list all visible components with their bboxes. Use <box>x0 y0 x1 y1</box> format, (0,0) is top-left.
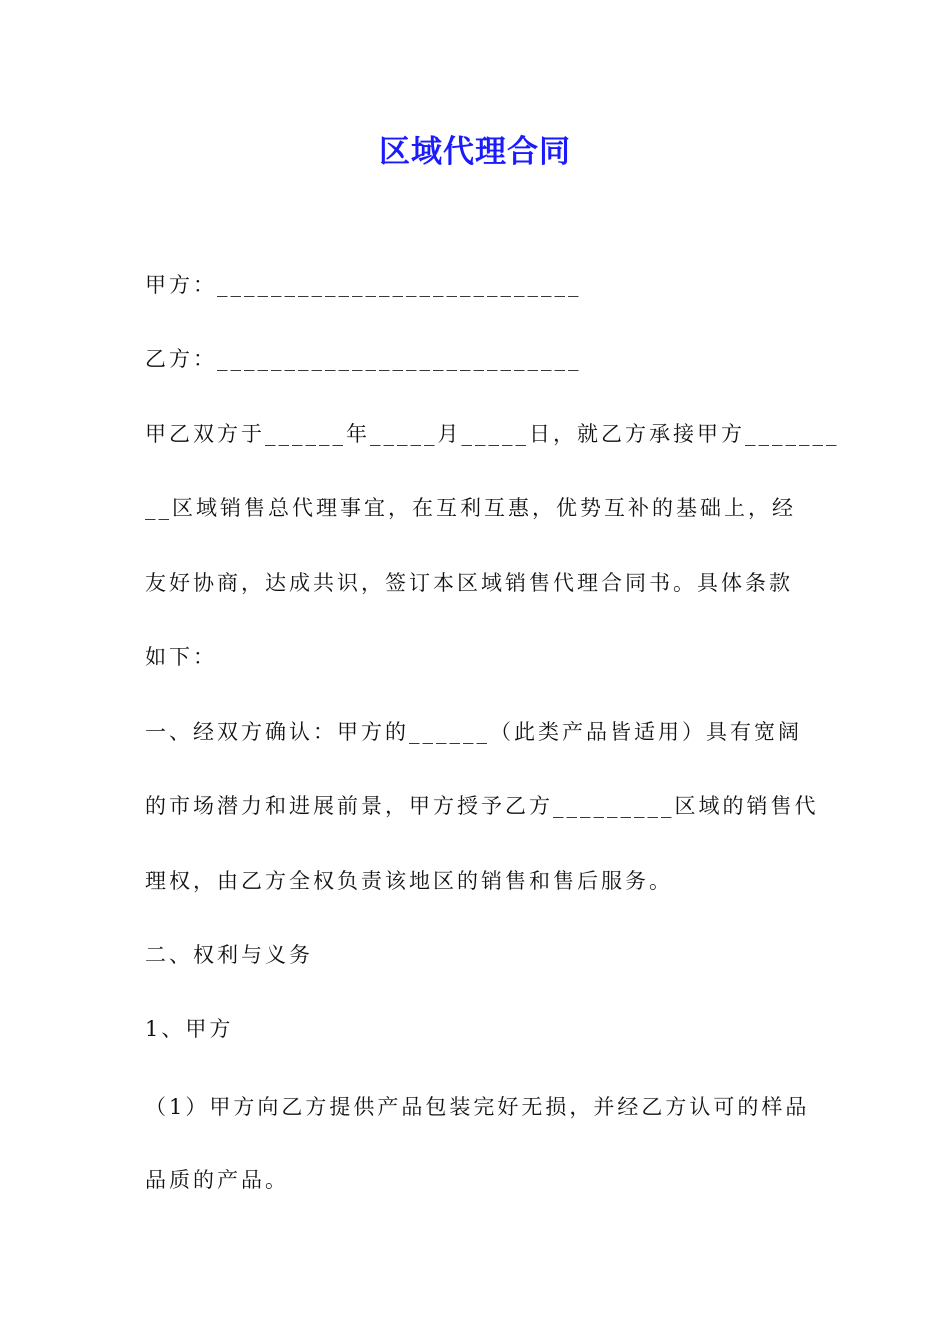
subsection-heading: 1、甲方 <box>145 1017 234 1041</box>
paragraph-line: 如下： <box>145 645 217 669</box>
item-line: （1）甲方向乙方提供产品包装完好无损，并经乙方认可的样品 <box>145 1095 810 1119</box>
section-heading: 二、权利与义务 <box>145 943 313 967</box>
party-a-line: 甲方：___________________________ <box>145 273 582 297</box>
paragraph-line: 理权，由乙方全权负责该地区的销售和售后服务。 <box>145 869 673 893</box>
clause-one-line: 一、经双方确认：甲方的______（此类产品皆适用）具有宽阔 <box>145 720 802 744</box>
paragraph-line: 友好协商，达成共识，签订本区域销售代理合同书。具体条款 <box>145 571 793 595</box>
paragraph-line: 甲乙双方于______年_____月_____日，就乙方承接甲方_______ <box>145 422 840 446</box>
paragraph-line: __区域销售总代理事宜，在互利互惠，优势互补的基础上，经 <box>145 496 796 520</box>
document-title: 区域代理合同 <box>379 134 571 170</box>
party-b-line: 乙方：___________________________ <box>145 347 582 371</box>
item-line: 品质的产品。 <box>145 1168 289 1192</box>
paragraph-line: 的市场潜力和进展前景，甲方授予乙方_________区域的销售代 <box>145 794 819 818</box>
